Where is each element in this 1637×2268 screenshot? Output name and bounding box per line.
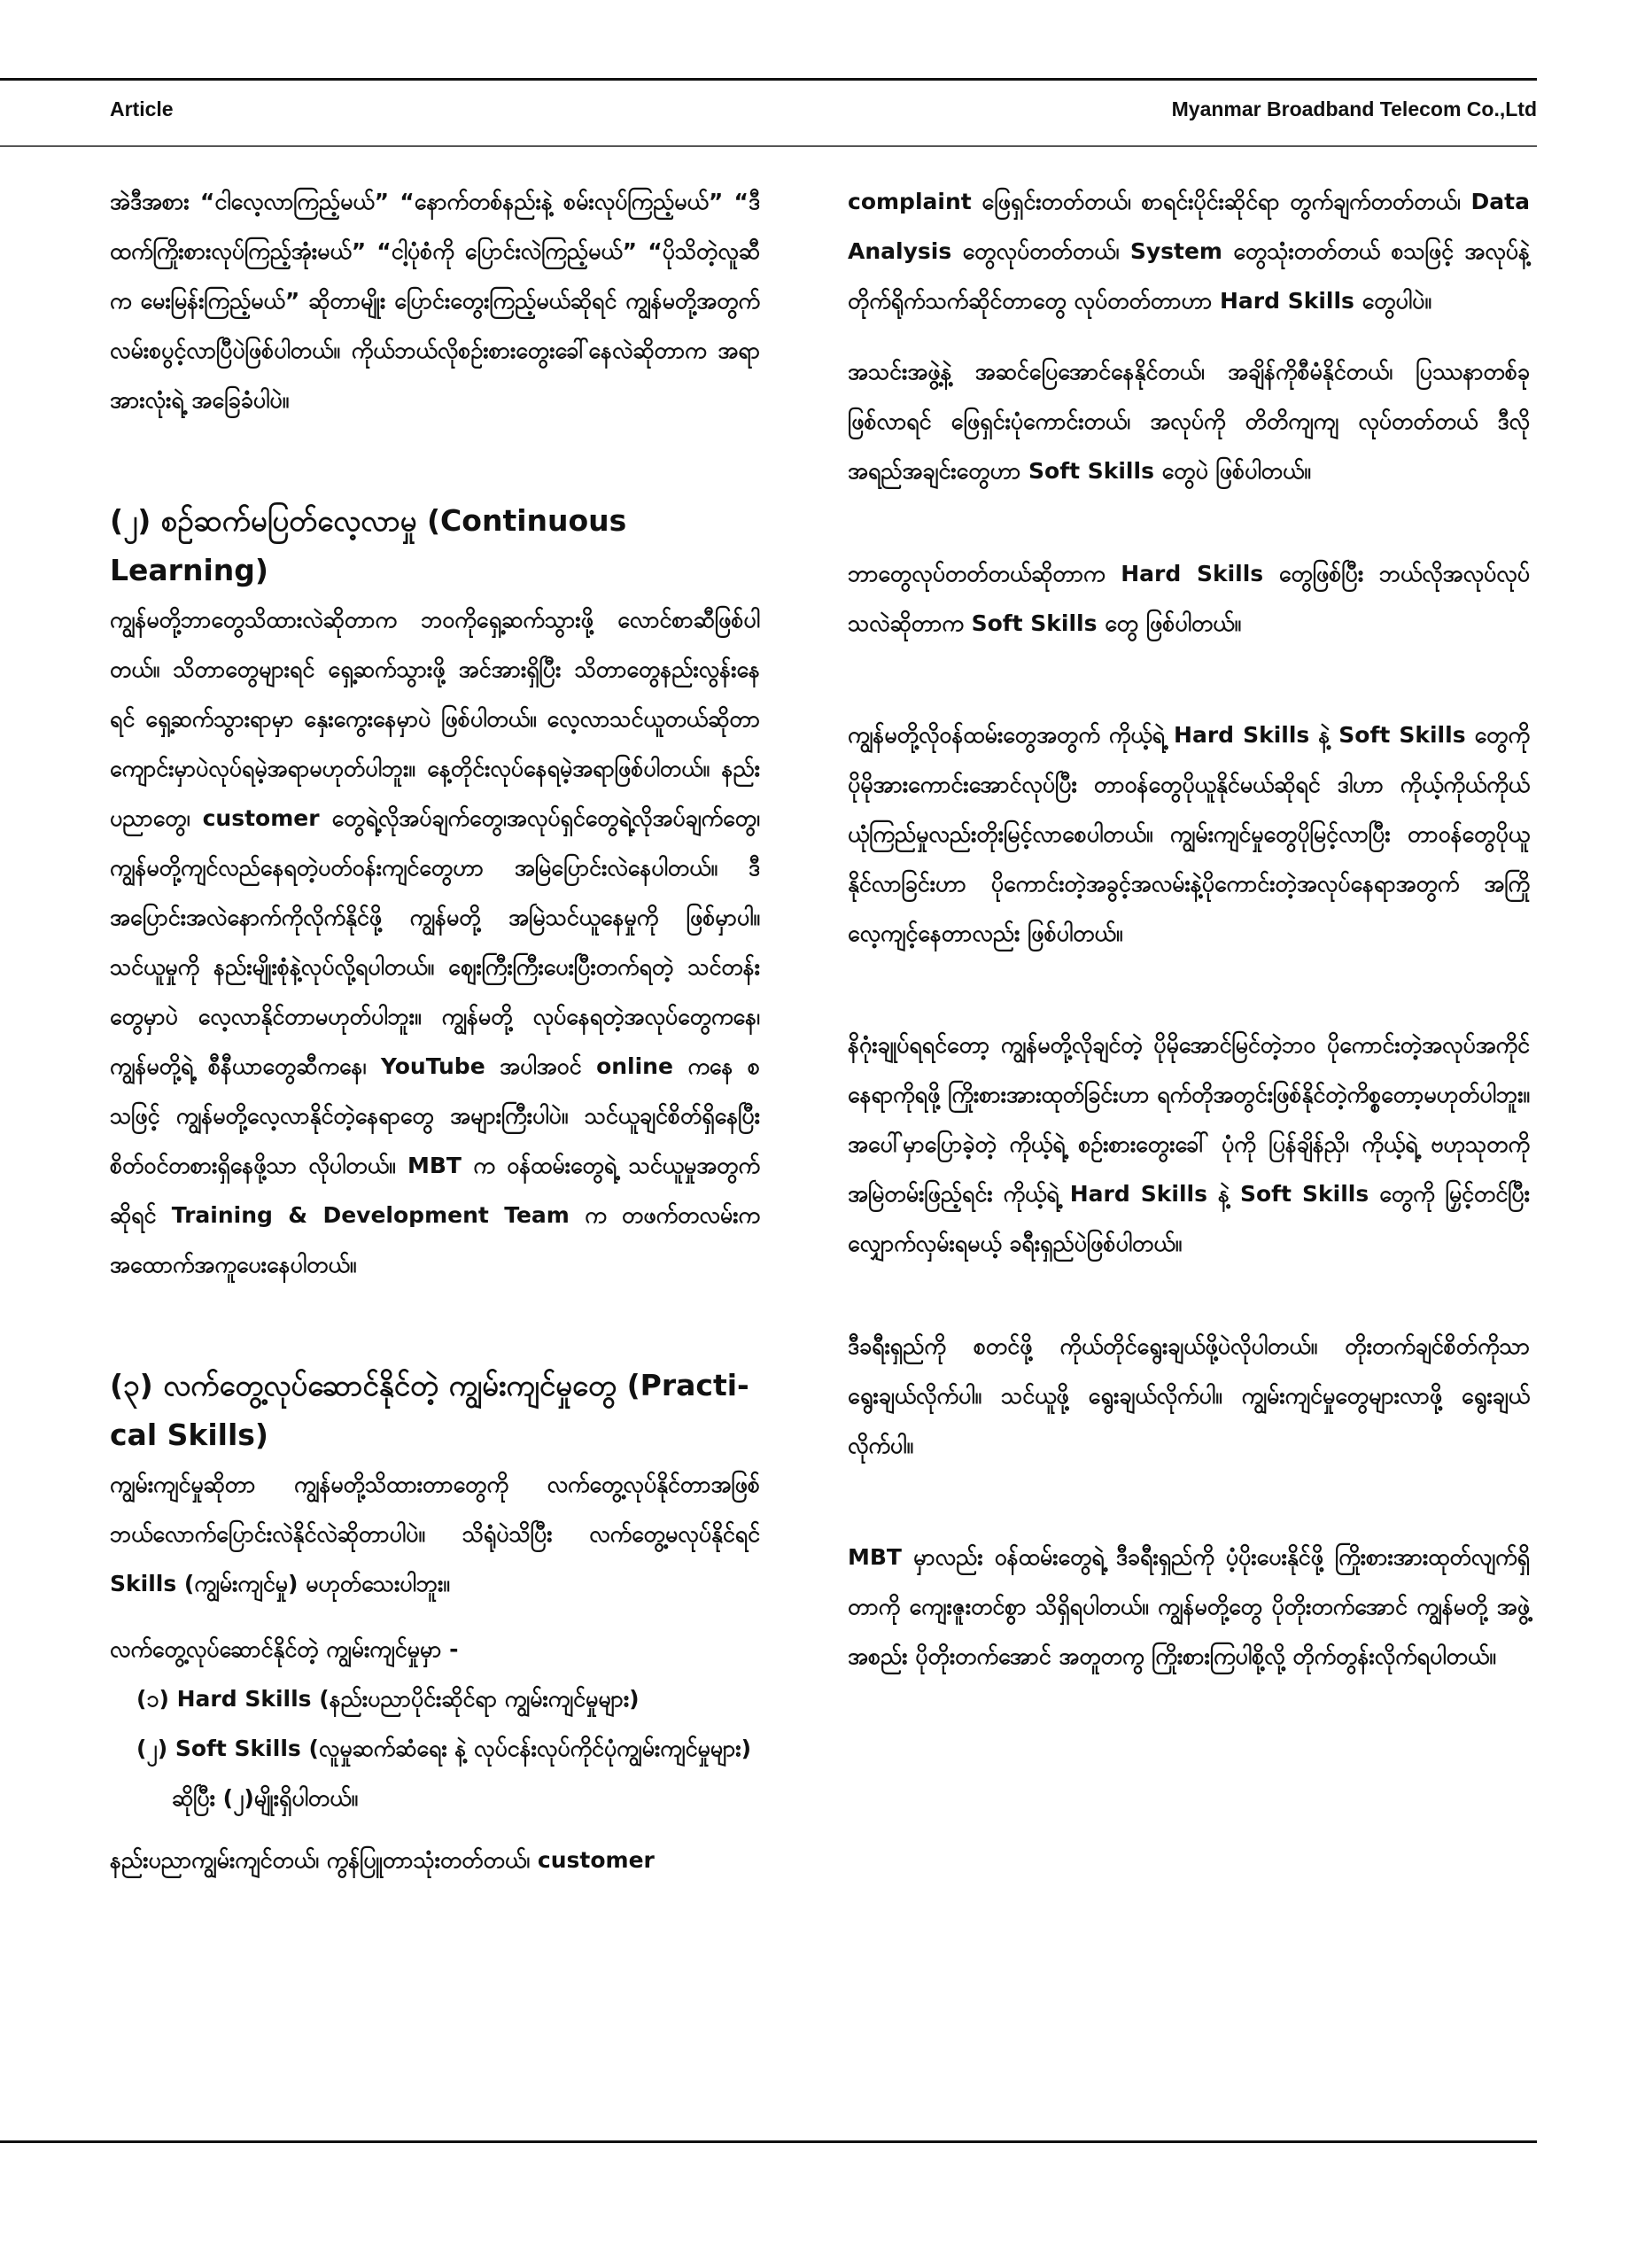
- conclusion-paragraph: နိဂုံးချုပ်ရရင်တော့ ကျွန်မတို့လိုချင်တဲ့ ပိုမိုအောင်မြင်တဲ့ဘဝ ပိုကောင်းတဲ့အလုပ်အကိုင်နေရာကိုရဖို့ ကြိုးစားအားထုတ်ခြင်းဟာ ရက်တိုအတွင်းဖြစ်နိုင်တဲ့ကိစ္စတော့မဟုတ်ပါဘူး။ အပေါ်မှာပြောခဲ့တဲ့ ကိုယ့်ရဲ့ စဉ်းစားတွေးခေါ် ပုံကို ပြန်ချိန်ညှိ၊ ကိုယ့်ရဲ့ ဗဟုသုတကို အမြဲတမ်းဖြည့်ရင်း ကိုယ့်ရဲ့ Hard Skills နဲ့ Soft Skills တွေကို မြှင့်တင်ပြီး လျှောက်လှမ်းရမယ့် ခရီးရှည်ပဲဖြစ်ပါတယ်။: [848, 1032, 1530, 1256]
- choice-paragraph: ဒီခရီးရှည်ကို စတင်ဖို့ ကိုယ်တိုင်ရွေးချယ်ဖို့ပဲလိုပါတယ်။ တိုးတက်ချင်စိတ်ကိုသာ ရွေးချယ်လိုက်ပါ။ သင်ယူဖို့ ရွေးချယ်လိုက်ပါ။ ကျွမ်းကျင်မှုတွေများလာဖို့ ရွေးချယ်လိုက်ပါ။: [848, 1333, 1530, 1458]
- skills-intro: လက်တွေ့လုပ်ဆောင်နိုင်တဲ့ ကျွမ်းကျင်မှုမှာ -: [110, 1636, 459, 1662]
- section-3-heading: (၃) လက်တွေ့လုပ်ဆောင်နိုင်တဲ့ ကျွမ်းကျင်မှုတွေ (Practi-cal Skills): [110, 1368, 749, 1452]
- header-top-rule: [0, 78, 1537, 81]
- left-column: [110, 177, 760, 1885]
- closing-line: နည်းပညာကျွမ်းကျင်တယ်၊ ကွန်ပြူတာသုံးတတ်တယ်၊ customer: [110, 1847, 655, 1873]
- skill-item-soft: (၂) Soft Skills (လူမှုဆက်ဆံရေး နဲ့ လုပ်ငန်းလုပ်ကိုင်ပုံကျွမ်းကျင်မှုများ): [136, 1736, 752, 1761]
- skill-item-soft-cont: ဆိုပြီး (၂)မျိုးရှိပါတယ်။: [172, 1785, 359, 1811]
- intro-paragraph: အဲဒီအစား “ငါလေ့လာကြည့်မယ်” “နောက်တစ်နည်းနဲ့ စမ်းလုပ်ကြည့်မယ်” “ဒီထက်ကြိုးစားလုပ်ကြည့်အုံးမယ်” “ငါ့ပုံစံကို ပြောင်းလဲကြည့်မယ်” “ပိုသိတဲ့လူဆီက မေးမြန်းကြည့်မယ်” ဆိုတာမျိုး ပြောင်းတွေးကြည့်မယ်ဆိုရင် ကျွန်မတို့အတွက် လမ်းစပွင့်လာပြီပဲဖြစ်ပါတယ်။ ကိုယ်ဘယ်လိုစဉ်းစားတွေးခေါ်နေလဲဆိုတာက အရာအားလုံးရဲ့ အခြေခံပါပဲ။: [110, 189, 760, 413]
- section-3-paragraph: ကျွမ်းကျင်မှုဆိုတာ ကျွန်မတို့သိထားတာတွေကို လက်တွေ့လုပ်နိုင်တာအဖြစ် ဘယ်လောက်ပြောင်းလဲနိုင်လဲဆိုတာပါပဲ။ သိရုံပဲသိပြီး လက်တွေ့မလုပ်နိုင်ရင် Skills (ကျွမ်းကျင်မှု) မဟုတ်သေးပါဘူး။: [110, 1472, 760, 1596]
- section-2-heading: (၂) စဉ်ဆက်မပြတ်လေ့လာမှု (Continuous Learning): [110, 503, 627, 587]
- footer-rule: [0, 2140, 1537, 2143]
- section-2-paragraph: ကျွန်မတို့ဘာတွေသိထားလဲဆိုတာက ဘဝကိုရှေ့ဆက်သွားဖို့ လောင်စာဆီဖြစ်ပါတယ်။ သိတာတွေများရင် ရှေ့ဆက်သွားဖို့ အင်အားရှိပြီး သိတာတွေနည်းလွန်းနေရင် ရှေ့ဆက်သွားရာမှာ နှေးကွေးနေမှာပဲ ဖြစ်ပါတယ်။ လေ့လာသင်ယူတယ်ဆိုတာ ကျောင်းမှာပဲလုပ်ရမဲ့အရာမဟုတ်ပါဘူး။ နေ့တိုင်းလုပ်နေရမဲ့အရာဖြစ်ပါတယ်။ နည်းပညာတွေ၊ customer တွေရဲ့လိုအပ်ချက်တွေ၊အလုပ်ရှင်တွေရဲ့လိုအပ်ချက်တွေ၊ကျွန်မတို့ကျင်လည်နေရတဲ့ပတ်ဝန်းကျင်တွေဟာ အမြဲပြောင်းလဲနေပါတယ်။ ဒီအပြောင်းအလဲနောက်ကိုလိုက်နိုင်ဖို့ ကျွန်မတို့ အမြဲသင်ယူနေမှုကို ဖြစ်မှာပါ။ သင်ယူမှုကို နည်းမျိုးစုံနဲ့လုပ်လို့ရပါတယ်။ ဈေးကြီးကြီးပေးပြီးတက်ရတဲ့ သင်တန်းတွေမှာပဲ လေ့လာနိုင်တာမဟုတ်ပါဘူး။ ကျွန်မတို့ လုပ်နေရတဲ့အလုပ်တွေကနေ၊ ကျွန်မတို့ရဲ့ စီနီယာတွေဆီကနေ၊ YouTube အပါအဝင် online ကနေ စသဖြင့် ကျွန်မတို့လေ့လာနိုင်တဲ့နေရာတွေ အများကြီးပါပဲ။ သင်ယူချင်စိတ်ရှိနေပြီး စိတ်ဝင်တစားရှိနေဖို့သာ လိုပါတယ်။ MBT က ဝန်ထမ်းတွေရဲ့ သင်ယူမှုအတွက်ဆိုရင် Training & Development Team က တဖက်တလမ်းက အထောက်အကူပေးနေပါတယ်။: [110, 607, 760, 1278]
- skill-item-hard: (၁) Hard Skills (နည်းပညာပိုင်းဆိုင်ရာ ကျွမ်းကျင်မှုများ): [136, 1686, 640, 1712]
- employee-growth-paragraph: ကျွန်မတို့လိုဝန်ထမ်းတွေအတွက် ကိုယ့်ရဲ့ Hard Skills နဲ့ Soft Skills တွေကို ပိုမိုအားကောင်းအောင်လုပ်ပြီး တာဝန်တွေပိုယူနိုင်မယ်ဆိုရင် ဒါဟာ ကိုယ့်ကိုယ်ကိုယ် ယုံကြည်မှုလည်းတိုးမြင့်လာစေပါတယ်။ ကျွမ်းကျင်မှုတွေပိုမြင့်လာပြီး တာဝန်တွေပိုယူနိုင်လာခြင်းဟာ ပိုကောင်းတဲ့အခွင့်အလမ်းနဲ့ပိုကောင်းတဲ့အလုပ်နေရာအတွက် အကြိုလေ့ကျင့်နေတာလည်း ဖြစ်ပါတယ်။: [848, 722, 1530, 946]
- header-company-name: Myanmar Broadband Telecom Co.,Ltd: [1171, 97, 1537, 120]
- skills-summary-paragraph: ဘာတွေလုပ်တတ်တယ်ဆိုတာက Hard Skills တွေဖြစ်ပြီး ဘယ်လိုအလုပ်လုပ်သလဲဆိုတာက Soft Skills တွေ ဖြစ်ပါတယ်။: [848, 561, 1530, 636]
- header-section-label: Article: [110, 97, 174, 120]
- mbt-support-paragraph: MBT မှာလည်း ဝန်ထမ်းတွေရဲ့ ဒီခရီးရှည်ကို ပံ့ပိုးပေးနိုင်ဖို့ ကြိုးစားအားထုတ်လျက်ရှိတာကို ကျေးဇူးတင်စွာ သိရှိရပါတယ်။ ကျွန်မတို့တွေ ပိုတိုးတက်အောင် ကျွန်မတို့ အဖွဲ့အစည်း ပိုတိုးတက်အောင် အတူတကွ ကြိုးစားကြပါစို့လို့ တိုက်တွန်းလိုက်ရပါတယ်။: [848, 1544, 1530, 1669]
- right-column: [848, 177, 1530, 1682]
- soft-skills-paragraph: အသင်းအဖွဲ့နဲ့ အဆင်ပြေအောင်နေနိုင်တယ်၊ အချိန်ကိုစီမံနိုင်တယ်၊ ပြဿနာတစ်ခုဖြစ်လာရင် ဖြေရှင်းပုံကောင်းတယ်၊ အလုပ်ကို တိတိကျကျ လုပ်တတ်တယ် ဒီလိုအရည်အချင်းတွေဟာ Soft Skills တွေပဲ ဖြစ်ပါတယ်။: [848, 359, 1530, 484]
- header-bottom-rule: [0, 145, 1537, 147]
- hard-skills-paragraph: complaint ဖြေရှင်းတတ်တယ်၊ စာရင်းပိုင်းဆိုင်ရာ တွက်ချက်တတ်တယ်၊ Data Analysis တွေလုပ်တတ်တယ်၊ System တွေသုံးတတ်တယ် စသဖြင့် အလုပ်နဲ့တိုက်ရိုက်သက်ဆိုင်တာတွေ လုပ်တတ်တာဟာ Hard Skills တွေပါပဲ။: [848, 189, 1530, 314]
